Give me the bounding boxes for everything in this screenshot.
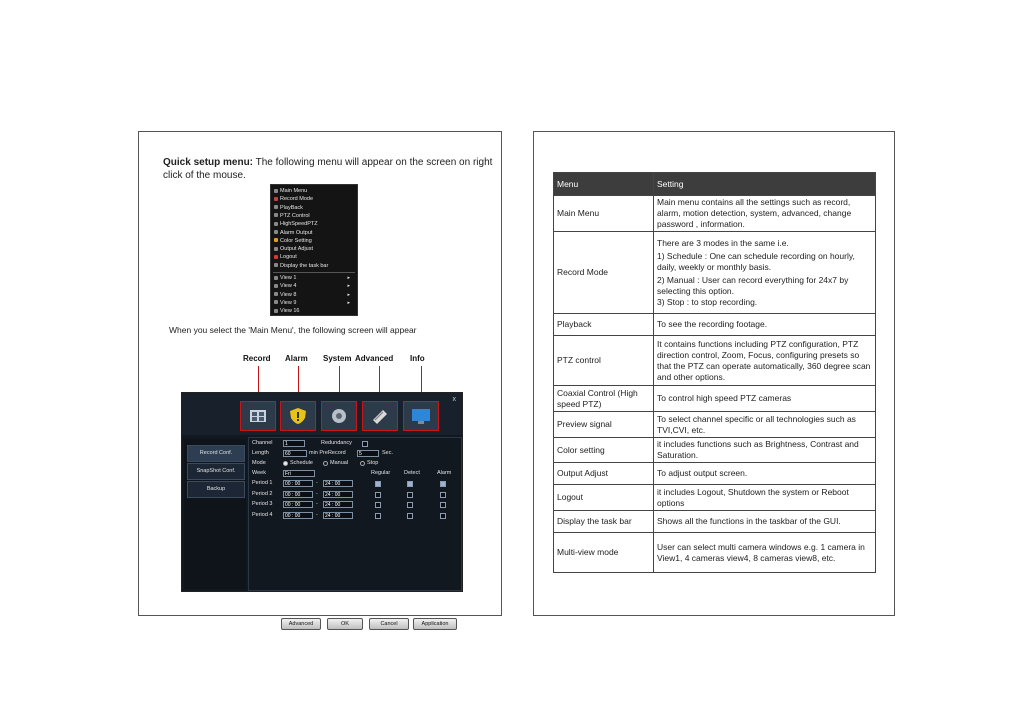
dvr-side-tabs [184,439,246,589]
submenu-arrow-icon: ▸ [347,291,350,298]
context-menu-item[interactable] [274,188,354,195]
submenu-arrow-icon: ▸ [347,275,350,281]
table-row [554,511,876,533]
setting-cell: To see the recording footage. [654,314,876,336]
taskbar-icon [274,263,278,267]
period-label: Period 2 [252,490,273,497]
context-menu-label: View 8 [280,291,297,298]
table-row [554,412,876,438]
menu-cell: PTZ control [554,336,654,386]
table-row [554,314,876,336]
context-menu-label: View 4 [280,283,297,290]
menu-cell: Multi-view mode [554,533,654,573]
sec-label: Sec. [382,450,394,456]
menu-cell: Logout [554,485,654,511]
ok-button[interactable]: OK [327,618,363,630]
context-menu-label: Logout [280,254,297,261]
ptz-icon [274,222,278,226]
period-start-input[interactable]: 00 : 00 [283,491,313,498]
context-menu-item[interactable] [274,263,354,270]
close-icon[interactable]: x [452,396,456,403]
setting-cell: To adjust output screen. [654,463,876,485]
dvr-icon-bar [182,393,462,435]
tab-record-conf[interactable]: Record Conf. [187,445,245,462]
context-menu-label: Record Mode [280,196,314,203]
context-menu-label: View 1 [280,275,297,281]
table-row [554,196,876,232]
regular-checkbox[interactable] [375,513,381,519]
period-end-input[interactable]: 24 : 00 [323,480,353,487]
record-icon [248,407,268,425]
record-mode-line: There are 3 modes in the same i.e. [657,237,789,248]
output-icon [274,247,278,251]
setting-cell: To select channel specific or all technologies such as TVI,CVI, etc. [654,412,876,438]
context-menu-label: Output Adjust [280,246,314,253]
length-label: Length [252,450,269,456]
context-menu-item[interactable] [274,205,354,212]
context-menu-item[interactable] [274,283,354,290]
menu-settings-table [553,172,876,573]
record-label: Record [243,354,271,363]
period-dash: - [316,490,318,497]
table-row [554,386,876,412]
length-input[interactable]: 60 [283,450,307,457]
menu-cell: Preview signal [554,412,654,438]
record-icon [274,197,278,201]
detect-header: Detect [404,470,420,476]
logout-icon [274,255,278,259]
menu-cell: Color setting [554,438,654,463]
record-conf-form [248,437,462,627]
table-row [554,463,876,485]
context-menu-label: View 16 [280,308,300,315]
period-label: Period 3 [252,501,273,507]
period-start-input[interactable]: 00 : 00 [283,512,313,519]
context-menu-item[interactable] [274,292,354,299]
mode-manual-label: Manual [330,460,349,466]
intro-text [163,156,493,182]
context-menu-item[interactable] [274,254,354,261]
detect-checkbox[interactable] [407,492,413,498]
alarm-checkbox[interactable] [440,481,446,487]
context-menu-item[interactable] [274,221,354,228]
cancel-button[interactable]: Cancel [369,618,409,630]
ptz-icon [274,213,278,217]
table-row [554,533,876,573]
alarm-checkbox[interactable] [440,502,446,508]
context-menu-item[interactable] [274,230,354,237]
left-page [138,131,502,627]
view-icon [274,276,278,280]
regular-checkbox[interactable] [375,492,381,498]
detect-checkbox[interactable] [407,481,413,487]
monitor-icon [411,407,431,425]
setting-cell: Main menu contains all the settings such as record, alarm, motion detection, system, advanced, change password , information. [654,196,876,232]
period-start-input[interactable]: 00 : 00 [283,480,313,487]
menu-cell: Coaxial Control (High speed PTZ) [554,386,654,412]
setting-cell: It contains functions including PTZ configuration, PTZ direction control, Zoom, Focus, configuring presets so that the PTZ can operate automatically, 360 degree scan and other options. [654,336,876,386]
regular-header: Regular [371,470,391,476]
record-mode-line: 1) Schedule : One can schedule recording on hourly, daily, weekly or monthly basis. [657,250,855,272]
menu-cell: Main Menu [554,196,654,232]
view-icon [274,300,278,304]
period-start-input[interactable]: 00 : 00 [283,501,313,508]
setting-cell: it includes functions such as Brightness, Contrast and Saturation. [654,438,876,463]
prerecord-label: min PreRecord [309,450,346,456]
context-menu-item[interactable] [274,238,354,245]
menu-separator [273,272,355,273]
tab-snapshot-conf[interactable]: SnapShot Conf. [187,463,245,480]
record-mode-line: 3) Stop : to stop recording. [657,296,758,307]
table-row [554,232,876,314]
period-dash: - [316,480,318,486]
alarm-header: Alarm [437,470,452,476]
week-select[interactable]: Fri [283,470,315,477]
advanced-button[interactable]: Advanced [281,618,321,630]
regular-checkbox[interactable] [375,502,381,508]
period-end-input[interactable]: 24 : 00 [323,491,353,498]
menu-cell: Output Adjust [554,463,654,485]
system-tile[interactable] [321,401,357,431]
channel-select[interactable]: 1 [283,440,305,447]
setting-cell: To control high speed PTZ cameras [654,386,876,412]
context-menu-label: Main Menu [280,188,308,194]
menu-cell: Display the task bar [554,511,654,533]
mode-stop-radio[interactable] [360,461,365,466]
context-menu-item[interactable] [274,308,354,315]
table-body [554,196,876,573]
mode-manual-radio[interactable] [323,461,328,466]
mode-schedule-label: Schedule [290,460,313,466]
dvr-main-menu-screen [181,392,463,627]
mode-schedule-radio[interactable] [283,461,288,466]
context-menu-label: Display the task bar [280,262,329,269]
period-dash: - [316,501,318,507]
color-icon [274,238,278,242]
period-label: Period 4 [252,511,273,518]
mode-label: Mode [252,460,266,466]
context-menu-item[interactable] [274,196,354,203]
detect-checkbox[interactable] [407,502,413,508]
period-end-input[interactable]: 24 : 00 [323,501,353,508]
context-menu [270,184,358,316]
record-tile[interactable] [240,401,276,431]
context-menu-label: PTZ Control [280,212,310,219]
header-menu: Menu [554,173,654,196]
view-icon [274,292,278,296]
advanced-label: Advanced [355,354,394,363]
main-menu-icon [274,189,278,193]
context-menu-item[interactable] [274,213,354,220]
submenu-arrow-icon: ▸ [347,283,350,290]
context-menu-item[interactable] [274,246,354,253]
table-row [554,485,876,511]
record-mode-line: 2) Manual : User can record everything for 24x7 by selecting this option. [657,274,849,296]
advanced-tile[interactable] [362,401,398,431]
mode-stop-label: Stop [367,460,379,466]
table-header-row [554,173,876,196]
gear-icon [329,407,349,425]
menu-cell: Record Mode [554,232,654,314]
table-row [554,336,876,386]
header-setting: Setting [654,173,876,196]
table-row [554,438,876,463]
prerecord-input[interactable]: 5 [357,450,379,457]
tab-backup[interactable]: Backup [187,481,245,498]
intro-rest: The following menu will appear on the screen on right click of the mouse. [163,157,493,181]
alarm-icon [274,230,278,234]
context-menu-label: HighSpeedPTZ [280,221,318,228]
alarm-shield-icon [288,407,308,425]
playback-icon [274,205,278,209]
application-button[interactable]: Application [413,618,457,630]
period-label: Period 1 [252,480,273,486]
right-page [533,131,895,616]
view-icon [274,309,278,313]
context-menu-item[interactable] [274,300,354,307]
period-end-input[interactable]: 24 : 00 [323,512,353,519]
detect-checkbox[interactable] [407,513,413,519]
intro-bold: Quick setup menu: [163,157,254,168]
alarm-checkbox[interactable] [440,513,446,519]
alarm-checkbox[interactable] [440,492,446,498]
tools-icon [370,407,390,425]
context-menu-label: Color Setting [280,237,312,244]
redundancy-checkbox[interactable] [362,441,368,447]
redundancy-label: Redundancy [321,440,352,446]
setting-cell [654,232,876,314]
regular-checkbox[interactable] [375,481,381,487]
system-label: System [323,354,352,363]
alarm-label: Alarm [285,354,308,363]
submenu-arrow-icon: ▸ [347,299,350,306]
menu-cell: Playback [554,314,654,336]
alarm-tile[interactable] [280,401,316,431]
setting-cell: User can select multi camera windows e.g. 1 camera in View1, 4 cameras view4, 8 cameras view8, etc. [654,533,876,573]
main-menu-caption: When you select the 'Main Menu', the following screen will appear [169,325,417,335]
channel-label: Channel [252,440,273,446]
context-menu-label: PlayBack [280,204,303,211]
info-tile[interactable] [403,401,439,431]
context-menu-label: Alarm Output [280,229,313,236]
period-dash: - [316,511,318,518]
week-label: Week [252,470,266,476]
context-menu-label: View 9 [280,299,297,306]
view-icon [274,284,278,288]
info-label: Info [410,354,425,363]
context-menu-item[interactable] [274,275,354,282]
setting-cell: Shows all the functions in the taskbar of the GUI. [654,511,876,533]
setting-cell: it includes Logout, Shutdown the system or Reboot options [654,485,876,511]
